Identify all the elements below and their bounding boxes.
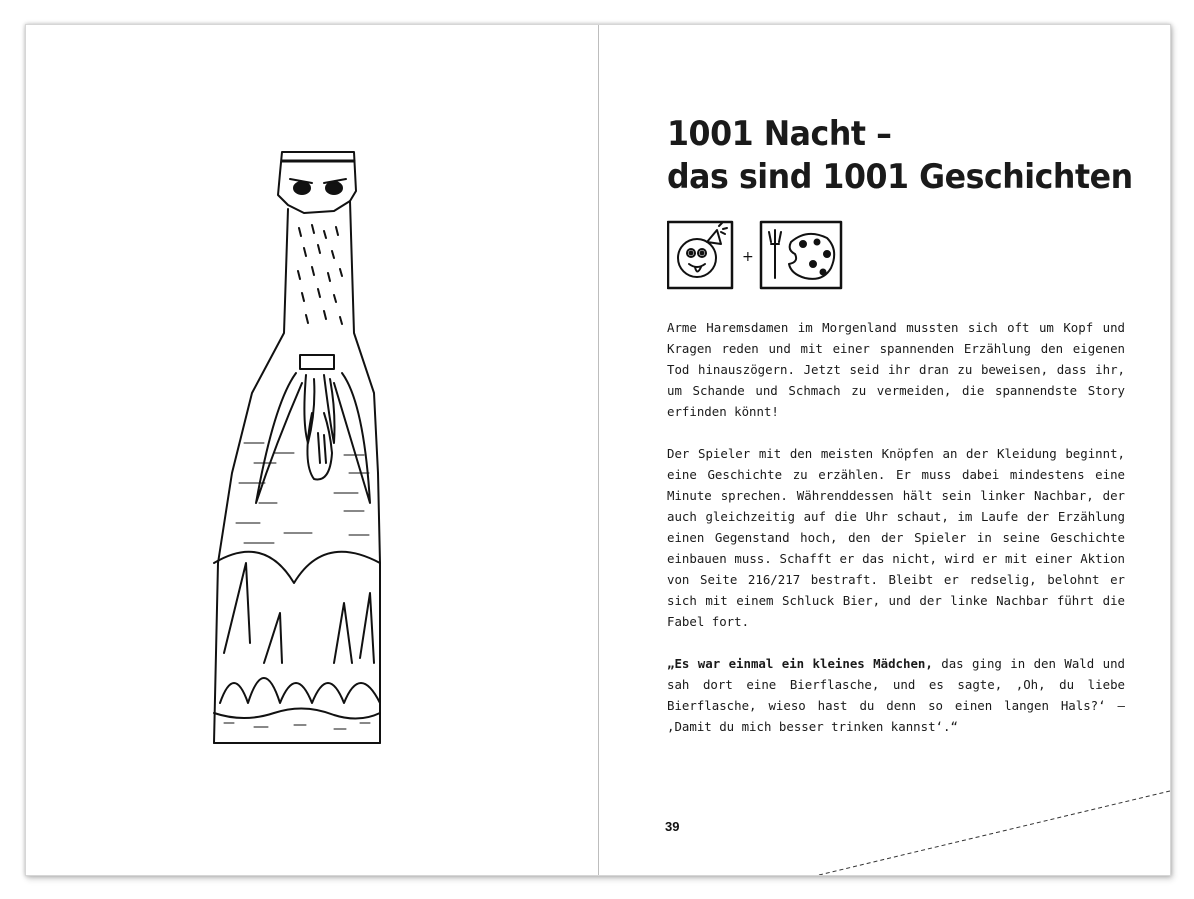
quote-rest: das ging in den Wald und sah dort eine Bierflasche, und es sagte, ‚Oh, du liebe Bierflasche, wieso hast du denn so einen langen Hals?‘ – ‚Damit du mich besser trinken kannst‘.“ [667,656,1125,734]
heading-line-1: 1001 Nacht – [667,114,892,154]
book-spread [25,24,1171,876]
heading-line-2: das sind 1001 Geschichten [667,157,1133,197]
right-page [599,25,1170,875]
quote-lead: „Es war einmal ein kleines Mädchen, [667,656,933,671]
dashed-cut-line [599,25,1170,875]
paragraph-intro: Arme Haremsdamen im Morgenland mussten sich oft um Kopf und Kragen reden und mit einer spannenden Erzählung den eigenen Tod hinauszögern. Jetzt seid ihr dran zu beweisen, dass ihr, um Schande und Schmach zu vermeiden, die spannendste Story erfinden könnt! [667,320,1125,419]
left-page [26,25,599,875]
plus-sign: + [742,249,754,265]
page-number: 39 [665,819,680,834]
bottle-walrus-illustration [184,143,384,763]
paragraph-rules: Der Spieler mit den meisten Knöpfen an der Kleidung beginnt, eine Geschichte zu erzählen. Er muss dabei mindestens eine Minute sprechen. Währenddessen hält sein linker Nachbar, der auch gleichzeitig auf die Uhr schaut, im Laufe der Erzählung einen Gegenstand hoch, den der Spieler in seine Geschichte einbauen muss. Schafft er das nicht, wird er mit einer Aktion von Seite 216/217 bestraft. Bleibt er redselig, belohnt er sich mit einem Schluck Bier, und der linke Nachbar führt die Fabel fort. [667,446,1125,629]
